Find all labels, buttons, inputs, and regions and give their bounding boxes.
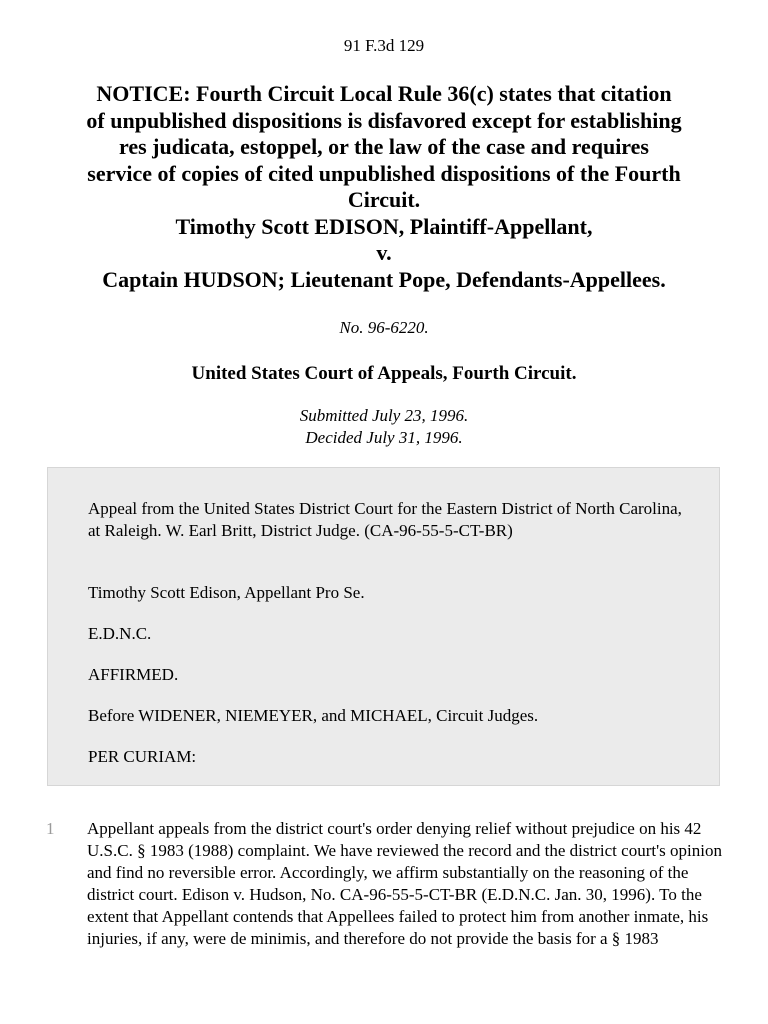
paragraph-text: Appellant appeals from the district court's order denying relief without prejudice on his 42 U.S.C. § 1983 (1988) complaint. We have reviewed the record and the district court's opinion and find no reversible error. Accordingly, we affirm substantially on the reasoning of the district court. Edison v. Hudson, No. CA-96-55-5-CT-BR (E.D.N.C. Jan. 30, 1996). To the extent that Appellant contends that Appellees failed to protect him from another inmate, his injuries, if any, were de minimis, and therefore do not provide the basis for a § 1983 xyxy=(87,819,722,948)
paragraph-number: 1 xyxy=(46,819,55,838)
submitted-date: Submitted July 23, 1996. xyxy=(299,406,469,425)
notice-line-1: NOTICE: Fourth Circuit Local Rule 36(c) states that citation xyxy=(96,81,672,106)
versus-line: v. xyxy=(376,240,392,265)
case-dates xyxy=(0,405,768,449)
court-name: United States Court of Appeals, Fourth Circuit. xyxy=(191,363,577,384)
notice-line-3: res judicata, estoppel, or the law of the case and requires xyxy=(118,134,649,159)
disposition-text: AFFIRMED. xyxy=(88,665,179,684)
appeal-from-text: Appeal from the United States District Court for the Eastern District of North Carolina, at Raleigh. W. Earl Britt, District Judge. (CA-96-55-5-CT-BR) xyxy=(88,499,682,540)
panel-text: Before WIDENER, NIEMEYER, and MICHAEL, Circuit Judges. xyxy=(88,706,539,725)
defendants-line: Captain HUDSON; Lieutenant Pope, Defendants-Appellees. xyxy=(102,266,666,292)
docket-number: No. 96-6220. xyxy=(339,318,429,337)
notice-line-2: of unpublished dispositions is disfavored except for establishing xyxy=(86,107,682,133)
notice-line-4: service of copies of cited unpublished dispositions of the Fourth xyxy=(87,160,681,186)
counsel-text: Timothy Scott Edison, Appellant Pro Se. xyxy=(88,583,365,602)
decided-date: Decided July 31, 1996. xyxy=(305,428,463,447)
plaintiff-line: Timothy Scott EDISON, Plaintiff-Appellant, xyxy=(175,213,593,239)
case-citation: 91 F.3d 129 xyxy=(343,36,425,55)
district-text: E.D.N.C. xyxy=(88,624,152,643)
case-summary-box xyxy=(47,467,720,786)
notice-line-5: Circuit. xyxy=(347,187,421,212)
per-curiam-text: PER CURIAM: xyxy=(88,747,197,766)
case-heading xyxy=(40,81,728,293)
